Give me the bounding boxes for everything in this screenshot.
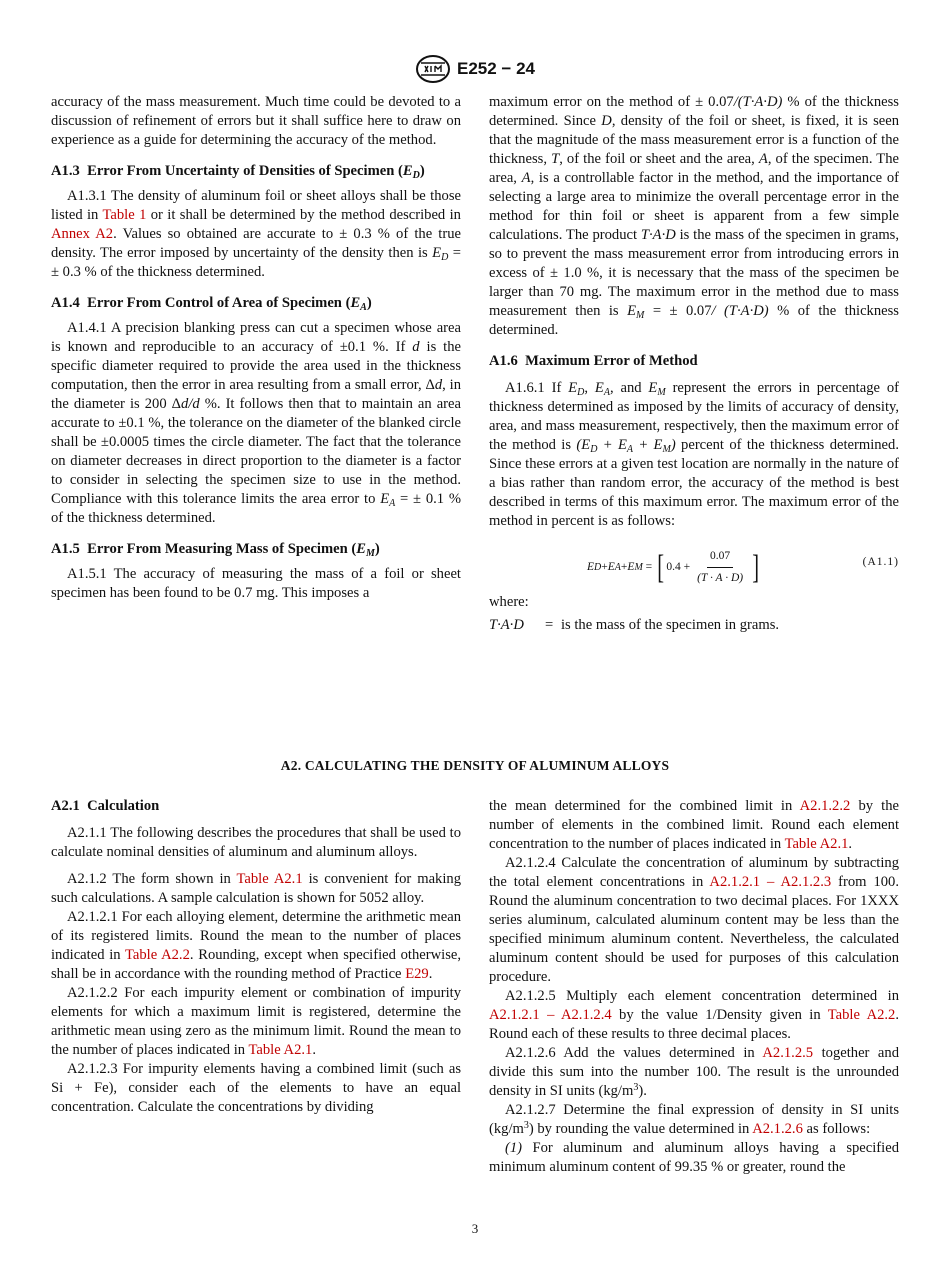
link-a2-1-2-2[interactable]: A2.1.2.2 <box>799 798 851 814</box>
paragraph-a2-1-2-5: A2.1.2.5 Multiply each element concentration determined in A2.1.2.1 – A2.1.2.4 by the value 1/Density given in Table A2.2. Round each of these results to three decimal places. <box>489 988 900 1042</box>
heading-a1-3: A1.3 Error From Uncertainty of Densities of Specimen $(E_D)$ <box>51 163 425 181</box>
paragraph-a1-5-1: A1.5.1 The accuracy of measuring the mass of a foil or sheet specimen has been found to be 0.7 mg. This imposes a <box>51 566 461 601</box>
column-2 <box>489 93 899 635</box>
link-a2-1-2-6[interactable]: A2.1.2.6 <box>752 1121 803 1137</box>
column-4 <box>489 797 899 1177</box>
designation: E252 − 24 <box>457 59 535 78</box>
astm-logo-icon <box>415 54 451 84</box>
fraction: $\frac{0.07}{(T \cdot A \cdot D)}$ <box>694 547 746 588</box>
paragraph-a1-6-1: A1.6.1 If $E_D$, $E_A$, and $E_M$ represent the errors in percentage of thickness determined as imposed by the limits of accuracy of density, area, and mass measurement, respectively, then the maximum error of the method is $(E_D + E_A + E_M)$ percent of the thickness determined. Since these errors at a given test location are normally in the nature of a bias rather than random error, the accuracy of the method is best described in terms of this maximum error. The maximum error of the method in percent is as follows: <box>489 380 900 529</box>
right-bracket-icon: ] <box>752 548 760 586</box>
left-bracket-icon: [ <box>657 548 665 586</box>
where-label: where: <box>489 594 529 610</box>
link-a2-1-2-1-range[interactable]: A2.1.2.1 – A2.1.2.4 <box>489 1007 612 1023</box>
link-table-1[interactable]: Table 1 <box>102 207 147 223</box>
paragraph-a2-1-2-1: A2.1.2.1 For each alloying element, determine the arithmetic mean of its registered limits. Round the mean to the number of places indicated in Table A2.2. Rounding, except when specified otherwise, shall be in accordance with the rounding method of Practice E29. <box>51 909 462 982</box>
column-3 <box>51 797 461 1117</box>
annex-a2-title: A2. CALCULATING THE DENSITY OF ALUMINUM ALLOYS <box>280 758 670 773</box>
heading-a1-4: A1.4 Error From Control of Area of Specimen $(E_A)$ <box>51 295 372 313</box>
link-table-a2-2[interactable]: Table A2.2 <box>124 947 190 963</box>
page-header <box>0 54 950 84</box>
paragraph-a1-2-cont: accuracy of the mass measurement. Much time could be devoted to a discussion of refinement of errors but it shall suffice here to draw on experience as a guide for determining the accuracy of the method. <box>51 94 461 148</box>
paragraph-a2-1-2-3: A2.1.2.3 For impurity elements having a combined limit (such as Si + Fe), consider each of the elements to have an equal concentration. Calculate the concentrations by dividing <box>51 1061 461 1115</box>
link-annex-a2[interactable]: Annex A2 <box>51 226 114 242</box>
paragraph-a2-1-2-4: A2.1.2.4 Calculate the concentration of aluminum by subtracting the total element concentrations in A2.1.2.1 – A2.1.2.3 from 100. Round the aluminum concentration to two decimal places. For 1XXX series aluminum, calculated aluminum content may be less than the specified minimum aluminum content. Nevertheless, the calculated aluminum content should be used for purposes of this calculation procedure. <box>489 855 899 985</box>
equation-body: E D + E A + E M = [ 0.4 + $\frac{0.07}{(T \cdot A \cdot D)}$ ] <box>587 547 761 588</box>
link-a2-1-2-5[interactable]: A2.1.2.5 <box>762 1045 814 1061</box>
paragraph-a2-1-2-6: A2.1.2.6 Add the values determined in A2.1.2.5 together and divide this sum into the number 100. The result is the unrounded density in SI units $(kg/m^3)$. <box>489 1045 899 1099</box>
paragraph-item-1: (1) For aluminum and aluminum alloys having a specified minimum aluminum content of 99.35 % or greater, round the <box>489 1140 899 1175</box>
paragraph-a2-1-2: A2.1.2 The form shown in Table A2.1 is convenient for making such calculations. A sample calculation is shown for 5052 alloy. <box>51 871 461 906</box>
heading-a1-5: A1.5 Error From Measuring Mass of Specimen $(E_M)$ <box>51 541 380 559</box>
link-table-a2-1[interactable]: Table A2.1 <box>248 1042 313 1058</box>
column-1 <box>51 93 461 603</box>
link-table-a2-2[interactable]: Table A2.2 <box>827 1007 896 1023</box>
paragraph-a1-4-1: A1.4.1 A precision blanking press can cut a specimen whose area is known and reproducible to an accuracy of ±0.1 %. If d is the specific diameter required to provide the area used in the thickness computation, then the error in area resulting from a small error, Δd, in the diameter is 200 Δd/d %. It follows then that to maintain an area accurate to ±0.1 %, the tolerance on the diameter of the blanked circle shall be ±0.0005 times the circle diameter. The fact that the tolerance on diameter decreases in direct proportion to the diameter is a factor to consider in selecting the specimen size to use in the method. Compliance with this tolerance limits the area error to $E_A$ = ± 0.1 % of the thickness determined. <box>51 320 462 526</box>
equation-number: (A1.1) <box>862 556 899 568</box>
page-number: 3 <box>471 1221 479 1236</box>
heading-a1-6: A1.6 Maximum Error of Method <box>489 353 698 369</box>
heading-a2-1: A2.1 Calculation <box>51 798 160 814</box>
paragraph-a1-3-1: A1.3.1 The density of aluminum foil or sheet alloys shall be those listed in Table 1 or it shall be determined by the method described in Annex A2. Values so obtained are accurate to ± 0.3 % of the true density. The error imposed by uncertainty of the density then is $E_D$ = ± 0.3 % of the thickness determined. <box>51 188 461 280</box>
link-table-a2-1[interactable]: Table A2.1 <box>784 836 849 852</box>
paragraph-a2-1-2-7: A2.1.2.7 Determine the final expression of density in SI units $(kg/m^3)$ by rounding the value determined in A2.1.2.6 as follows: <box>489 1102 899 1137</box>
link-e29[interactable]: E29 <box>405 966 429 982</box>
equation-a1-1 <box>489 543 899 586</box>
paragraph-a2-1-2-2: A2.1.2.2 For each impurity element or combination of impurity elements for which a maximum limit is registered, determine the arithmetic mean using zero as the minimum limit. Round the mean to the number of places indicated in Table A2.1. <box>51 985 461 1058</box>
paragraph-a2-1-1: A2.1.1 The following describes the procedures that shall be used to calculate nominal densities of aluminum and aluminum alloys. <box>51 825 461 860</box>
where-definition: T·A·D = is the mass of the specimen in grams. <box>489 617 780 633</box>
link-table-a2-1[interactable]: Table A2.1 <box>236 871 303 887</box>
paragraph-a1-5-1-cont: maximum error on the method of ± 0.07/(T·A·D) % of the thickness determined. Since D, density of the foil or sheet, is fixed, it is seen that the magnitude of the mass measurement error is a function of the thickness, T, of the foil or sheet and the area, A, of the specimen. The area, A, is a controllable factor in the method, and the importance of selecting a large area to minimize the overall percentage error in the method for thin foil or sheet is apparent from a few simple calculations. The product T·A·D is the mass of the specimen in grams, so to prevent the mass measurement error from introducing errors in excess of ± 1.0 %, it is necessary that the mass of the specimen be larger than 70 mg. The maximum error in the method due to mass measurement then is $E_M$ = ± 0.07/ (T·A·D) % of the thickness determined. <box>489 94 900 338</box>
link-a2-1-2-1-range[interactable]: A2.1.2.1 – A2.1.2.3 <box>709 874 832 890</box>
paragraph-a2-1-2-3-cont: the mean determined for the combined limit in A2.1.2.2 by the number of elements in the combined limit. Round each element concentration to the number of places indicated in Table A2.1. <box>489 798 899 852</box>
